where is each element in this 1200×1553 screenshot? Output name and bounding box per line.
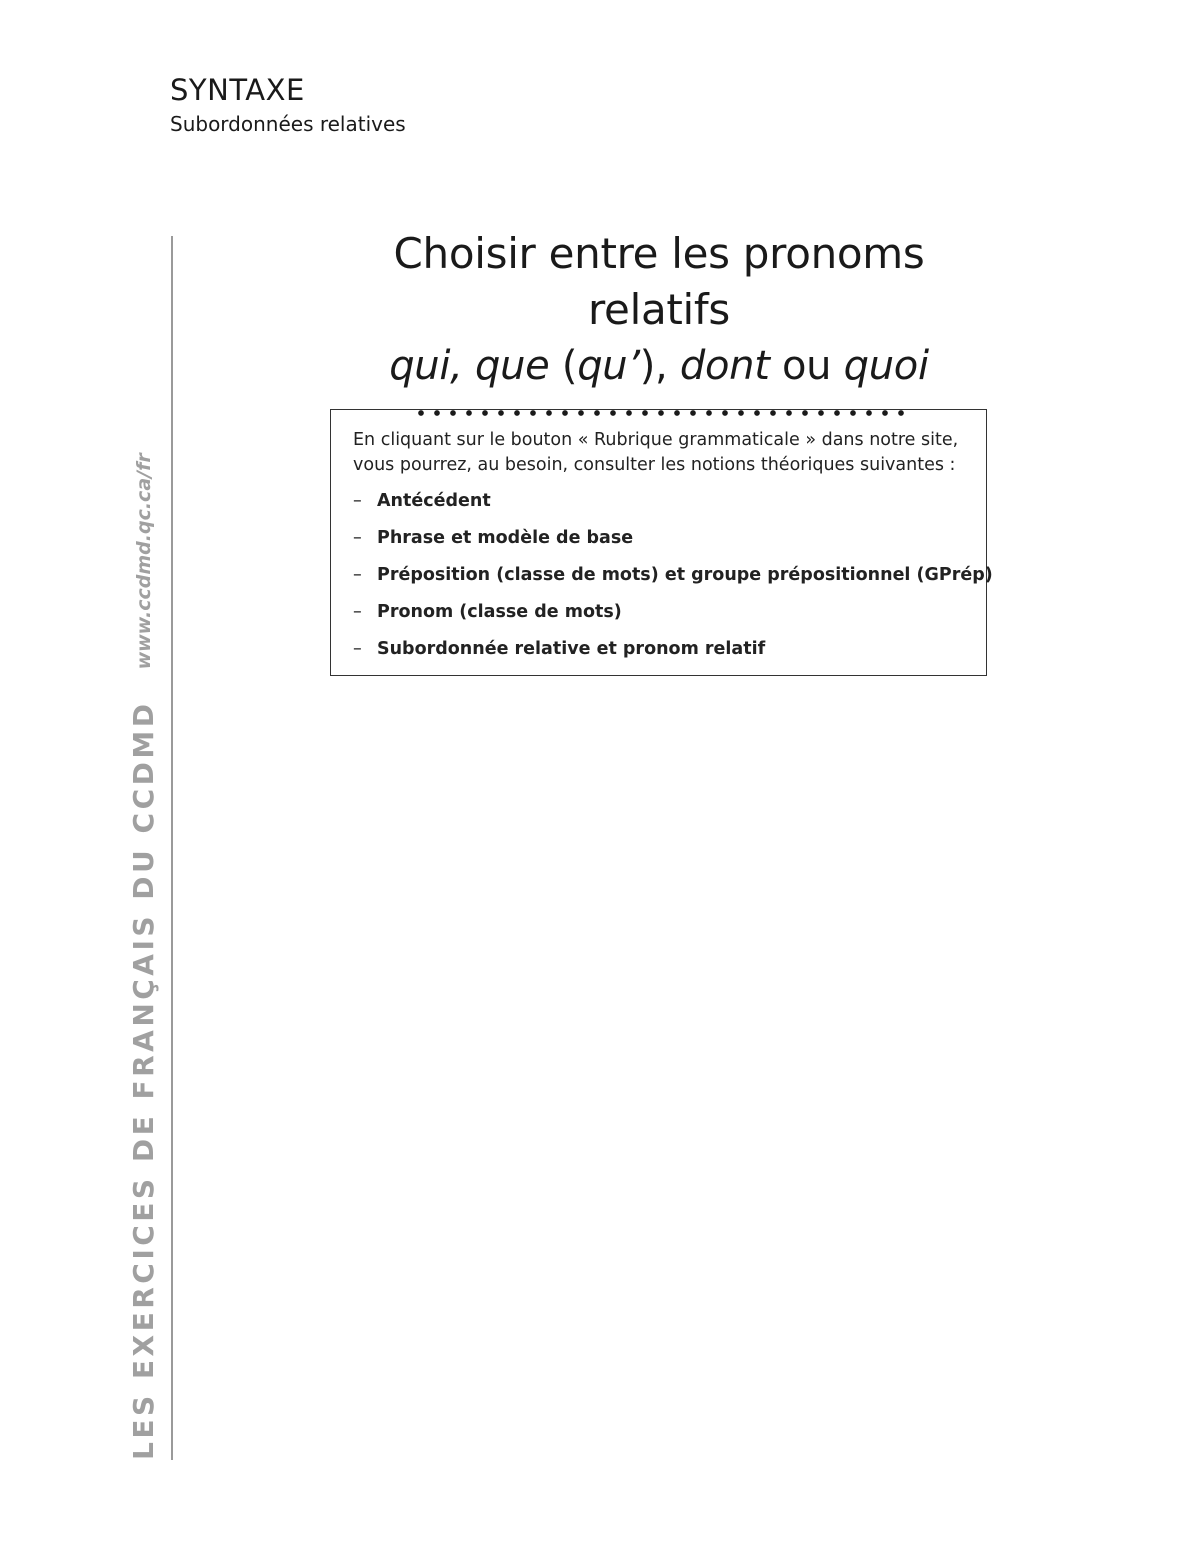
notion-label: Phrase et modèle de base bbox=[377, 528, 634, 548]
site-url: www.ccdmd.qc.ca/fr bbox=[133, 453, 155, 670]
notion-label: Pronom (classe de mots) bbox=[377, 602, 622, 622]
grammar-notions-box bbox=[330, 409, 993, 676]
title-line-1: Choisir entre les pronoms relatifs bbox=[393, 229, 925, 334]
title-pronoun-dont: dont bbox=[679, 343, 770, 389]
section-title: SYNTAXE bbox=[170, 73, 305, 107]
title-pronoun-qu: qu’ bbox=[577, 343, 640, 389]
dash-marker: – bbox=[353, 565, 362, 585]
notion-label: Subordonnée relative et pronom relatif bbox=[377, 639, 766, 659]
list-item bbox=[353, 600, 964, 625]
list-item bbox=[353, 563, 993, 588]
dash-marker: – bbox=[353, 528, 362, 548]
list-item bbox=[353, 526, 964, 551]
notion-label: Antécédent bbox=[377, 491, 491, 511]
box-intro: En cliquant sur le bouton « Rubrique grammaticale » dans notre site, vous pourrez, au besoin, consulter les notions théoriques suivantes : bbox=[353, 430, 959, 475]
list-item bbox=[353, 637, 964, 662]
collection-name: LES EXERCICES DE FRANÇAIS DU CCDMD bbox=[127, 700, 160, 1460]
side-banner bbox=[127, 453, 160, 1460]
title-paren-close: ), bbox=[639, 343, 680, 389]
list-item bbox=[353, 489, 964, 514]
notion-label: Préposition (classe de mots) et groupe prépositionnel (GPrép) bbox=[377, 565, 993, 585]
dash-marker: – bbox=[353, 602, 362, 622]
title-paren-open: ( bbox=[549, 343, 578, 389]
title-pronoun-quoi: quoi bbox=[843, 343, 929, 389]
page-header bbox=[170, 73, 406, 136]
notions-list bbox=[353, 489, 993, 662]
title-conjunction: ou bbox=[769, 343, 844, 389]
dash-marker: – bbox=[353, 639, 362, 659]
section-subtitle: Subordonnées relatives bbox=[170, 112, 406, 136]
title-line-2 bbox=[330, 338, 988, 394]
exercise-title bbox=[330, 226, 988, 418]
vertical-divider bbox=[171, 236, 173, 1460]
dash-marker: – bbox=[353, 491, 362, 511]
title-pronouns-qui-que: qui, que bbox=[389, 343, 550, 389]
